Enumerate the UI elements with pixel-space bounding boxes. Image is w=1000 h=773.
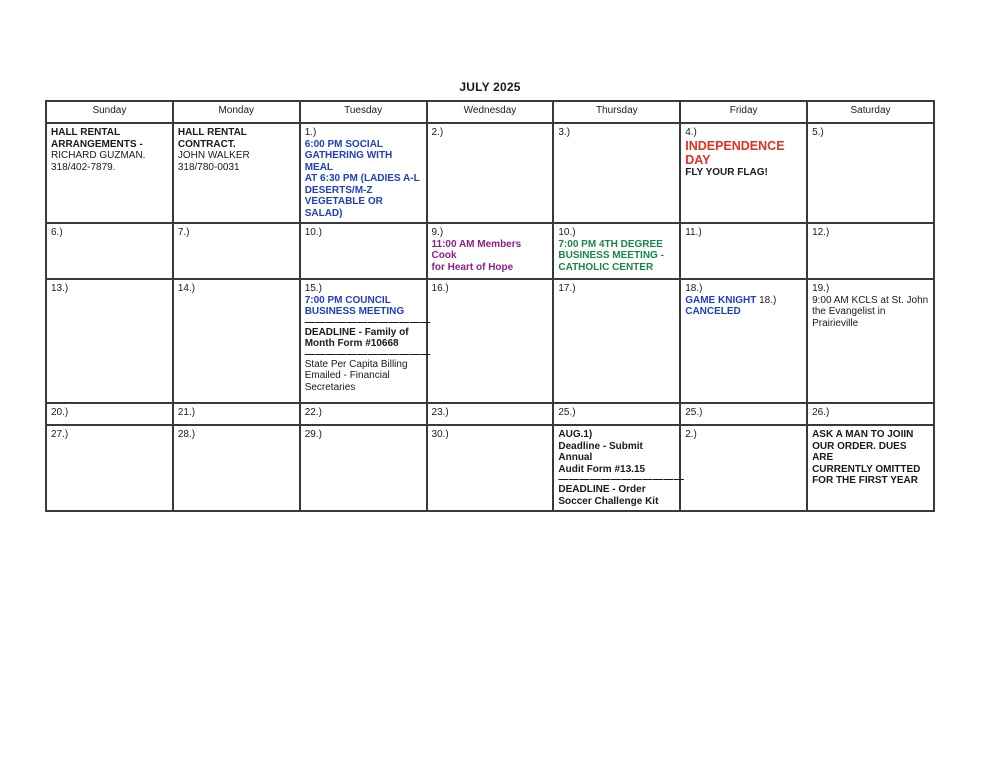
day-number: 23.) — [431, 407, 449, 418]
week-row-3 — [46, 279, 934, 403]
notice-text: OUR ORDER. DUES ARE — [812, 440, 907, 463]
day-number: 3.) — [558, 127, 571, 138]
day-cell[interactable] — [300, 123, 427, 223]
event-text: 318/402-7879. — [51, 161, 116, 173]
event-text: the Evangelist in Prairieville — [812, 306, 886, 329]
event-text: Deadline - Submit Annual — [558, 440, 643, 463]
notice-text: ASK A MAN TO JOIIN — [812, 429, 914, 440]
day-number: 10.) — [558, 227, 576, 238]
day-number: 4.) — [685, 127, 697, 138]
day-cell[interactable] — [173, 123, 300, 223]
header-saturday: Saturday — [807, 101, 934, 123]
day-number: 5.) — [812, 127, 824, 138]
event-text: 11:00 AM Members Cook — [431, 238, 522, 261]
day-cell[interactable] — [807, 223, 934, 279]
day-number: 9.) — [431, 227, 444, 238]
event-text: 318/780-0031 — [177, 161, 240, 173]
week-row-4 — [46, 403, 934, 425]
header-monday: Monday — [173, 101, 300, 123]
day-number: 11.) — [685, 227, 702, 238]
day-number: 2.) — [431, 127, 444, 138]
day-number: 20.) — [51, 407, 69, 418]
header-thursday: Thursday — [553, 101, 680, 123]
event-text: ARRANGEMENTS - — [51, 138, 143, 150]
day-cell[interactable] — [427, 425, 554, 511]
event-text: HALL RENTAL — [51, 127, 121, 138]
day-cell[interactable] — [173, 425, 300, 511]
day-cell[interactable] — [807, 403, 934, 425]
day-cell[interactable] — [807, 279, 934, 403]
day-cell[interactable] — [46, 123, 173, 223]
day-cell[interactable] — [427, 123, 554, 223]
day-number: 27.) — [51, 429, 69, 440]
day-cell[interactable] — [807, 123, 934, 223]
day-number: 17.) — [558, 283, 576, 294]
day-number: 7.) — [177, 227, 190, 238]
event-text: 7:00 PM 4TH DEGREE — [558, 238, 663, 250]
day-cell[interactable] — [807, 425, 934, 511]
event-text: 18.) — [756, 294, 777, 306]
week-row-1 — [46, 123, 934, 223]
event-text: FLY YOUR FLAG! — [685, 166, 768, 178]
header-wednesday: Wednesday — [427, 101, 554, 123]
event-text: DESERTS/M-Z — [304, 184, 373, 196]
event-text: Month Form #10668 — [304, 338, 399, 349]
day-number: 25.) — [558, 407, 576, 418]
event-text: 9:00 AM KCLS at St. John — [812, 294, 929, 306]
event-text: AT 6:30 PM (LADIES A-L — [304, 173, 420, 184]
event-line — [685, 295, 802, 307]
event-text: JOHN WALKER — [177, 150, 250, 161]
day-cell[interactable] — [553, 223, 680, 279]
divider-dashes: ———————————— — [304, 348, 431, 360]
day-number: 15.) — [304, 283, 322, 294]
event-text: Secretaries — [304, 381, 356, 393]
day-cell[interactable] — [46, 279, 173, 403]
calendar-title: JULY 2025 — [459, 80, 521, 94]
header-friday: Friday — [680, 101, 807, 123]
day-cell[interactable] — [680, 403, 807, 425]
day-cell[interactable] — [173, 223, 300, 279]
notice-text: FOR THE FIRST YEAR — [812, 475, 918, 486]
event-text: for Heart of Hope — [431, 261, 514, 273]
day-cell[interactable] — [300, 425, 427, 511]
day-cell[interactable] — [46, 403, 173, 425]
day-cell[interactable] — [427, 279, 554, 403]
event-text: GATHERING WITH MEAL — [304, 150, 393, 173]
day-cell[interactable] — [173, 403, 300, 425]
day-cell[interactable] — [553, 279, 680, 403]
day-cell[interactable] — [300, 403, 427, 425]
event-text: CONTRACT. — [177, 138, 236, 150]
day-number: 21.) — [177, 407, 196, 418]
day-number: 14.) — [177, 283, 196, 294]
event-text: Audit Form #13.15 — [558, 463, 646, 475]
event-text: Emailed - Financial — [304, 370, 390, 381]
day-cell[interactable] — [173, 279, 300, 403]
notice-text: CURRENTLY OMITTED — [812, 463, 921, 475]
event-text: VEGETABLE OR SALAD) — [304, 196, 383, 219]
day-cell[interactable] — [553, 123, 680, 223]
event-text: RICHARD GUZMAN. — [51, 150, 146, 161]
day-cell[interactable] — [427, 403, 554, 425]
divider-dashes: ———————————— — [558, 474, 685, 485]
week-row-2 — [46, 223, 934, 279]
day-number: 30.) — [431, 429, 449, 440]
event-text: HALL RENTAL — [177, 127, 247, 138]
day-number: 16.) — [431, 283, 449, 294]
event-text: GAME KNIGHT — [685, 294, 757, 306]
day-cell[interactable] — [553, 403, 680, 425]
event-text: Soccer Challenge Kit — [558, 495, 659, 507]
day-number: 13.) — [51, 283, 69, 294]
divider-dashes: ———————————— — [304, 316, 431, 328]
event-text: State Per Capita Billing — [304, 358, 408, 370]
event-text: DEADLINE - Family of — [304, 326, 409, 338]
day-number: AUG.1) — [558, 429, 593, 440]
day-cell[interactable] — [300, 279, 431, 403]
day-number: 2.) — [685, 429, 697, 440]
day-number: 19.) — [812, 283, 830, 294]
day-cell[interactable] — [680, 223, 807, 279]
event-text: BUSINESS MEETING — [304, 306, 405, 317]
week-row-5 — [46, 425, 934, 511]
calendar-grid — [45, 100, 935, 512]
day-cell[interactable] — [553, 425, 685, 511]
day-number: 6.) — [51, 227, 63, 238]
day-cell[interactable] — [427, 223, 554, 279]
day-number: 12.) — [812, 227, 830, 238]
event-text: DEADLINE - Order — [558, 484, 646, 495]
day-number: 29.) — [304, 429, 322, 440]
day-number: 25.) — [685, 407, 703, 418]
day-cell[interactable] — [680, 279, 807, 403]
header-sunday: Sunday — [46, 101, 173, 123]
event-text: 6:00 PM SOCIAL — [304, 138, 384, 150]
day-number: 26.) — [812, 407, 830, 418]
day-cell[interactable] — [300, 223, 427, 279]
day-number: 22.) — [304, 407, 322, 418]
weekday-header-row — [46, 101, 934, 123]
day-number: 28.) — [177, 429, 196, 440]
event-text: 7:00 PM COUNCIL — [304, 294, 391, 306]
event-text: CATHOLIC CENTER — [558, 261, 654, 273]
day-number: 1.) — [304, 127, 317, 138]
header-tuesday: Tuesday — [300, 101, 427, 123]
event-text: CANCELED — [685, 306, 741, 317]
day-cell[interactable] — [680, 123, 807, 223]
holiday-text: INDEPENDENCE DAY — [685, 138, 785, 167]
event-text: BUSINESS MEETING - — [558, 250, 664, 261]
day-cell[interactable] — [680, 425, 807, 511]
day-number: 10.) — [304, 227, 322, 238]
day-number: 18.) — [685, 283, 703, 294]
day-cell[interactable] — [46, 223, 173, 279]
day-cell[interactable] — [46, 425, 173, 511]
